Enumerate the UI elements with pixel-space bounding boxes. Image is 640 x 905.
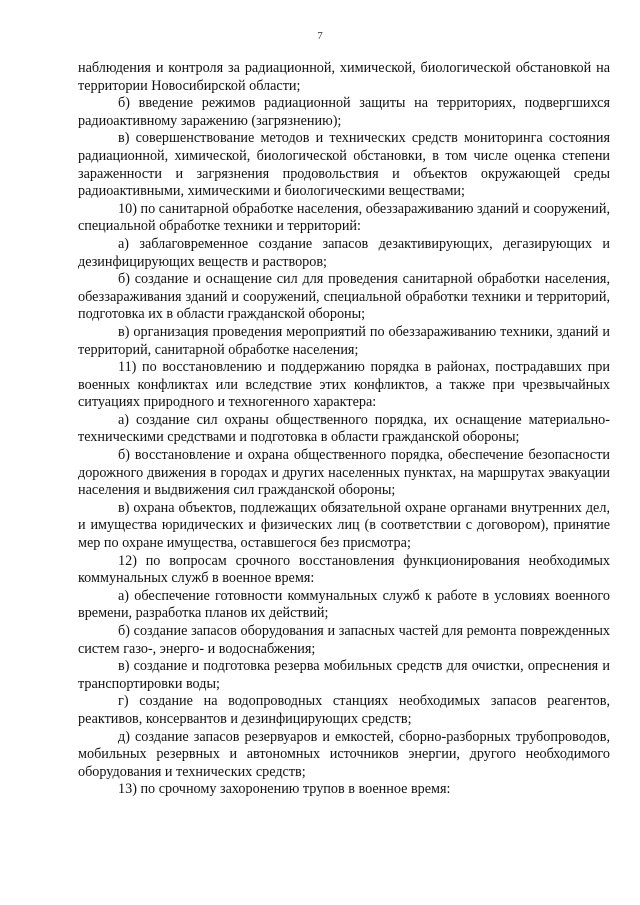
paragraph: 10) по санитарной обработке населения, обеззараживанию зданий и сооружений, специальной обработке техники и территорий: (78, 200, 610, 235)
paragraph: а) обеспечение готовности коммунальных служб к работе в условиях военного времени, разработка планов их действий; (78, 587, 610, 622)
paragraph: б) восстановление и охрана общественного порядка, обеспечение безопасности дорожного движения в городах и других населенных пунктах, на маршрутах эвакуации населения и выдвижения сил гражданской обороны; (78, 447, 610, 499)
document-body (78, 60, 610, 799)
page-number: 7 (317, 30, 323, 42)
paragraph: 11) по восстановлению и поддержанию порядка в районах, пострадавших при военных конфликтах или вследствие этих конфликтов, а также при чрезвычайных ситуациях природного и техногенного характера: (78, 359, 610, 411)
paragraph: в) охрана объектов, подлежащих обязательной охране органами внутренних дел, и имущества юридических и физических лиц (в соответствии с договором), принятие мер по охране имущества, оставшегося без присмотра; (78, 499, 610, 552)
paragraph: наблюдения и контроля за радиационной, химической, биологической обстановкой на территории Новосибирской области; (78, 60, 610, 94)
paragraph: б) создание запасов оборудования и запасных частей для ремонта поврежденных систем газо-, энерго- и водоснабжения; (78, 623, 610, 657)
paragraph: в) создание и подготовка резерва мобильных средств для очистки, опреснения и транспортировки воды; (78, 658, 610, 692)
paragraph: 12) по вопросам срочного восстановления функционирования необходимых коммунальных служб в военное время: (78, 552, 610, 587)
paragraph: г) создание на водопроводных станциях необходимых запасов реагентов, реактивов, консервантов и дезинфицирующих средств; (78, 693, 610, 727)
paragraph: б) введение режимов радиационной защиты на территориях, подвергшихся радиоактивному заражению (загрязнению); (78, 95, 610, 129)
paragraph: а) заблаговременное создание запасов дезактивирующих, дегазирующих и дезинфицирующих веществ и растворов; (78, 235, 610, 270)
paragraph: в) организация проведения мероприятий по обеззараживанию техники, зданий и территорий, санитарной обработке населения; (78, 323, 610, 358)
paragraph: 13) по срочному захоронению трупов в военное время: (118, 781, 451, 798)
paragraph: а) создание сил охраны общественного порядка, их оснащение материально-техническими средствами и подготовка в области гражданской обороны; (78, 411, 610, 446)
paragraph: д) создание запасов резервуаров и емкостей, сборно-разборных трубопроводов, мобильных резервных и автономных источников энергии, другого необходимого оборудования и технических средств; (78, 728, 610, 780)
paragraph: б) создание и оснащение сил для проведения санитарной обработки населения, обеззараживания зданий и сооружений, специальной обработки техники и территорий, подготовка их в области гражданской обороны; (78, 271, 610, 323)
paragraph: в) совершенствование методов и технических средств мониторинга состояния радиационной, химической, биологической обстановки, в том числе оценка степени зараженности и загрязнения продовольствия и объектов окружающей среды радиоактивными, химическими и биологическими веществами; (78, 130, 610, 200)
